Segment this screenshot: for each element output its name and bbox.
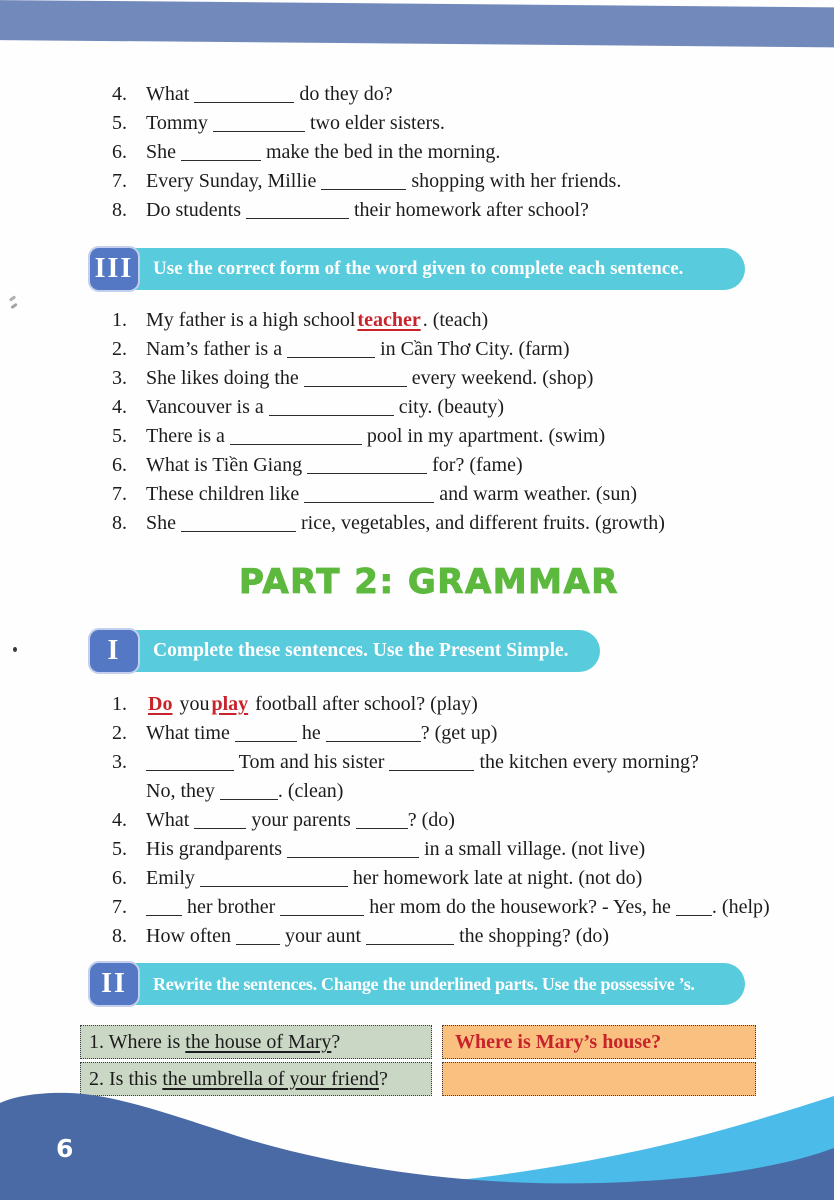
- blank-line: [356, 818, 408, 829]
- text-run: Tommy: [146, 112, 213, 134]
- item-line: [146, 167, 834, 196]
- text-run: ? (get up): [420, 722, 498, 744]
- item-text: [146, 335, 834, 364]
- item-text: [146, 806, 834, 835]
- section-ii-title: Rewrite the sentences. Change the underlined parts. Use the possessive ’s.: [153, 974, 695, 994]
- item-line: [146, 364, 834, 393]
- exercise-item: [112, 480, 834, 509]
- item-text: [146, 167, 834, 196]
- blank-line: [181, 521, 296, 532]
- text-run: Tom and his sister: [234, 751, 390, 773]
- text-run: football after school? (play): [250, 693, 478, 715]
- section-i-list: [112, 690, 834, 951]
- exercise-continuation-list: [112, 80, 834, 225]
- blank-line: [326, 731, 421, 742]
- item-line: [146, 864, 834, 893]
- text-run: make the bed in the morning.: [261, 141, 501, 163]
- exercise-item: [112, 893, 834, 922]
- blank-line: [146, 760, 234, 771]
- blank-line: [307, 463, 427, 474]
- item-number: 5.: [112, 838, 127, 860]
- exercise-item: [112, 690, 834, 719]
- exercise-item: [112, 748, 834, 806]
- item-line: [146, 777, 834, 806]
- text-run: She likes doing the: [146, 367, 304, 389]
- item-line: [146, 109, 834, 138]
- item-number: 5.: [112, 425, 127, 447]
- item-text: [146, 306, 834, 335]
- exercise-item: [112, 364, 834, 393]
- item-number: 3.: [112, 751, 127, 773]
- text-run: pool in my apartment. (swim): [361, 425, 606, 447]
- item-line: [146, 196, 834, 225]
- blank-line: [213, 121, 305, 132]
- blank-line: [366, 934, 454, 945]
- exercise-item: [112, 393, 834, 422]
- text-run: and warm weather. (sun): [434, 483, 637, 505]
- item-number: 5.: [112, 112, 127, 134]
- item-text: [146, 719, 834, 748]
- section-iii-title: Use the correct form of the word given to complete each sentence.: [153, 258, 684, 279]
- text-run: the kitchen every morning?: [474, 751, 699, 773]
- exercise-item: [112, 451, 834, 480]
- text-run: her brother: [182, 896, 281, 918]
- text-run: do they do?: [294, 83, 393, 105]
- blank-line: [230, 434, 362, 445]
- answer-word: play: [211, 693, 249, 715]
- exercise-item: [112, 306, 834, 335]
- item-line: [146, 806, 834, 835]
- text-run: How often: [146, 925, 236, 947]
- item-number: 8.: [112, 512, 127, 534]
- blank-line: [246, 208, 349, 219]
- text-run: in a small village. (not live): [419, 838, 646, 860]
- item-line: [146, 480, 834, 509]
- item-text: [146, 422, 834, 451]
- text-run: . (clean): [277, 780, 344, 802]
- item-line: [146, 80, 834, 109]
- exercise-item: [112, 922, 834, 951]
- exercise-item: [112, 422, 834, 451]
- text-run: What is Tiền Giang: [146, 454, 308, 476]
- item-number: 4.: [112, 83, 127, 105]
- text-run: 2. Is this: [89, 1068, 163, 1090]
- item-number: 8.: [112, 925, 127, 947]
- text-run: her homework late at night. (not do): [347, 867, 643, 889]
- text-run: two elder sisters.: [304, 112, 445, 134]
- text-run: Emily: [146, 867, 200, 889]
- item-number: 7.: [112, 170, 127, 192]
- page-content: [0, 42, 834, 1096]
- answer-cell: Where is Mary’s house?: [442, 1025, 756, 1059]
- item-number: 6.: [112, 454, 127, 476]
- item-number: 2.: [112, 338, 127, 360]
- item-text: [146, 748, 834, 806]
- item-text: [146, 109, 834, 138]
- text-run: your aunt: [279, 925, 367, 947]
- question-cell: [80, 1025, 432, 1059]
- item-text: [146, 393, 834, 422]
- text-run: . (help): [711, 896, 770, 918]
- item-line: [146, 138, 834, 167]
- item-line: [146, 893, 834, 922]
- blank-line: [200, 876, 348, 887]
- item-line: [146, 335, 834, 364]
- text-run: shopping with her friends.: [406, 170, 622, 192]
- item-line: [146, 835, 834, 864]
- blank-line: [235, 731, 297, 742]
- text-run: . (teach): [422, 309, 489, 331]
- item-text: [146, 922, 834, 951]
- exercise-item: [112, 806, 834, 835]
- blank-line: [287, 847, 419, 858]
- item-line: [146, 690, 834, 719]
- text-run: My father is a high school: [146, 309, 356, 331]
- item-line: [146, 922, 834, 951]
- text-run: She: [146, 141, 181, 163]
- text-run: What: [146, 83, 195, 105]
- blank-line: [269, 405, 394, 416]
- text-run: What: [146, 809, 195, 831]
- exercise-item: [112, 167, 834, 196]
- section-iii-header: [88, 248, 745, 290]
- section-ii-header: [88, 963, 745, 1005]
- item-text: [146, 80, 834, 109]
- item-text: [146, 451, 834, 480]
- exercise-item: [112, 719, 834, 748]
- blank-line: [220, 789, 278, 800]
- section-i-title: Complete these sentences. Use the Present Simple.: [153, 640, 569, 661]
- item-line: [146, 719, 834, 748]
- blank-line: [181, 150, 261, 161]
- item-text: [146, 893, 834, 922]
- exercise-item: [112, 138, 834, 167]
- text-run: Vancouver is a: [146, 396, 269, 418]
- answer-word: Do: [148, 693, 173, 715]
- text-run: ? (do): [407, 809, 455, 831]
- item-number: 7.: [112, 896, 127, 918]
- text-run: in Cần Thơ City. (farm): [375, 338, 570, 360]
- blank-line: [287, 347, 375, 358]
- text-run: ?: [331, 1031, 341, 1053]
- page-number: 6: [56, 1134, 74, 1163]
- exercise-item: [112, 109, 834, 138]
- item-line: [146, 306, 834, 335]
- text-run: their homework after school?: [349, 199, 589, 221]
- answer-word: teacher: [357, 309, 421, 331]
- blank-line: [304, 376, 407, 387]
- text-run: Do students: [146, 199, 246, 221]
- text-run: every weekend. (shop): [406, 367, 594, 389]
- underlined-phrase: the house of Mary: [185, 1031, 332, 1053]
- item-number: 6.: [112, 867, 127, 889]
- text-run: rice, vegetables, and different fruits. (growth): [296, 512, 665, 534]
- item-text: [146, 364, 834, 393]
- exercise-item: [112, 864, 834, 893]
- part2-title: PART 2: GRAMMAR: [239, 562, 619, 602]
- top-banner: [0, 0, 834, 48]
- item-number: 3.: [112, 367, 127, 389]
- text-run: the shopping? (do): [454, 925, 610, 947]
- text-run: for? (fame): [427, 454, 523, 476]
- footer-waves: [0, 1080, 834, 1200]
- section-iii-badge: III: [88, 246, 140, 292]
- item-number: 7.: [112, 483, 127, 505]
- item-number: 1.: [112, 693, 127, 715]
- item-text: [146, 864, 834, 893]
- text-run: These children like: [146, 483, 305, 505]
- item-line: [146, 748, 834, 777]
- text-run: What time: [146, 722, 235, 744]
- item-number: 4.: [112, 396, 127, 418]
- item-number: 4.: [112, 809, 127, 831]
- section-i-badge: I: [88, 628, 140, 674]
- item-text: [146, 690, 834, 719]
- item-text: [146, 835, 834, 864]
- exercise-item: [112, 196, 834, 225]
- exercise-item: [112, 80, 834, 109]
- exercise-item: [112, 335, 834, 364]
- item-line: [146, 509, 834, 538]
- text-run: her mom do the housework? - Yes, he: [364, 896, 676, 918]
- section-iii-list: [112, 306, 834, 538]
- item-text: [146, 196, 834, 225]
- blank-line: [280, 905, 364, 916]
- item-text: [146, 509, 834, 538]
- blank-line: [389, 760, 474, 771]
- blank-line: [194, 818, 246, 829]
- section-i-header: [88, 630, 600, 672]
- blank-line: [236, 934, 280, 945]
- text-run: Every Sunday, Millie: [146, 170, 322, 192]
- section-ii-badge: II: [88, 961, 140, 1007]
- text-run: city. (beauty): [393, 396, 505, 418]
- blank-line: [321, 179, 406, 190]
- text-run: your parents: [246, 809, 356, 831]
- item-number: 1.: [112, 309, 127, 331]
- exercise-item: [112, 509, 834, 538]
- text-run: you: [174, 693, 210, 715]
- exercise-item: [112, 835, 834, 864]
- text-run: There is a: [146, 425, 230, 447]
- text-run: he: [296, 722, 326, 744]
- text-run: She: [146, 512, 181, 534]
- blank-line: [146, 905, 182, 916]
- blank-line: [194, 92, 294, 103]
- item-line: [146, 422, 834, 451]
- text-run: ?: [378, 1068, 388, 1090]
- text-run: Nam’s father is a: [146, 338, 288, 360]
- blank-line: [304, 492, 434, 503]
- item-text: [146, 480, 834, 509]
- item-number: 8.: [112, 199, 127, 221]
- item-line: [146, 451, 834, 480]
- item-text: [146, 138, 834, 167]
- underlined-phrase: the umbrella of your friend: [162, 1068, 379, 1090]
- item-number: 6.: [112, 141, 127, 163]
- item-number: 2.: [112, 722, 127, 744]
- text-run: No, they: [146, 780, 220, 802]
- blank-line: [676, 905, 712, 916]
- item-line: [146, 393, 834, 422]
- text-run: 1. Where is: [89, 1031, 186, 1053]
- text-run: His grandparents: [146, 838, 288, 860]
